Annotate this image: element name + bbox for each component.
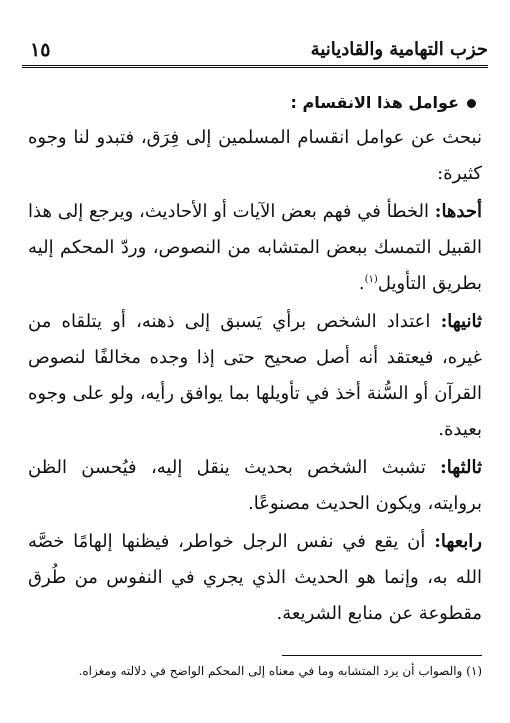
paragraph-second [28,304,482,448]
footnote-divider [282,655,482,656]
running-title: حزب التهامية والقاديانية [310,39,488,60]
paragraph-text: أن يقع في نفس الرجل خواطر، فيظنها إلهامًا خصَّه الله به، وإنما هو الحديث الذي يجري في النفوس من طُرق مقطوعة عن منابع الشريعة. [28,531,482,624]
paragraph-text: تشبث الشخص بحديث ينقل إليه، فيُحسن الظن بروايته، ويكون الحديث مصنوعًا. [28,457,482,514]
paragraph-intro [28,120,482,192]
paragraph-text: الخطأ في فهم بعض الآيات أو الأحاديث، ويرجع إلى هذا القبيل التمسك ببعض المتشابه من النصوص، وردّ المحكم إليه بطريق التأويل [28,201,482,294]
paragraph-lead: ثالثها: [440,457,482,478]
main-text [28,88,482,634]
paragraph-text: نبحث عن عوامل انقسام المسلمين إلى فِرَق، فتبدو لنا وجوه كثيرة: [28,127,482,184]
paragraph-tail: . [358,273,365,294]
section-heading [28,88,482,118]
header-divider [22,65,488,68]
paragraph-third [28,450,482,522]
section-heading-text: عوامل هذا الانقسام : [290,93,459,112]
paragraph-text: اعتداد الشخص برأي يَسبق إلى ذهنه، أو يتلقاه من غيره، فيعتقد أنه أصل صحيح حتى إذا وجده مخالفًا لنصوص القرآن أو السُّنة أخذ في تأويلها بما يوافق رأيه، ولو على وجوه بعيدة. [28,311,482,440]
paragraph-first [28,194,482,302]
paragraph-fourth [28,524,482,632]
page-header [22,38,488,68]
bullet-icon [467,99,476,108]
footnote-marker[interactable]: (١) [364,274,378,285]
paragraph-lead: ثانيها: [440,311,482,332]
paragraph-lead: أحدها: [434,201,482,222]
page-number: ١٥ [30,39,51,61]
footnote: (١) والصواب أن يرد المتشابه وما في معناه إلى المحكم الواضح في دلالته ومغزاه. [78,664,482,678]
paragraph-lead: رابعها: [434,531,482,552]
